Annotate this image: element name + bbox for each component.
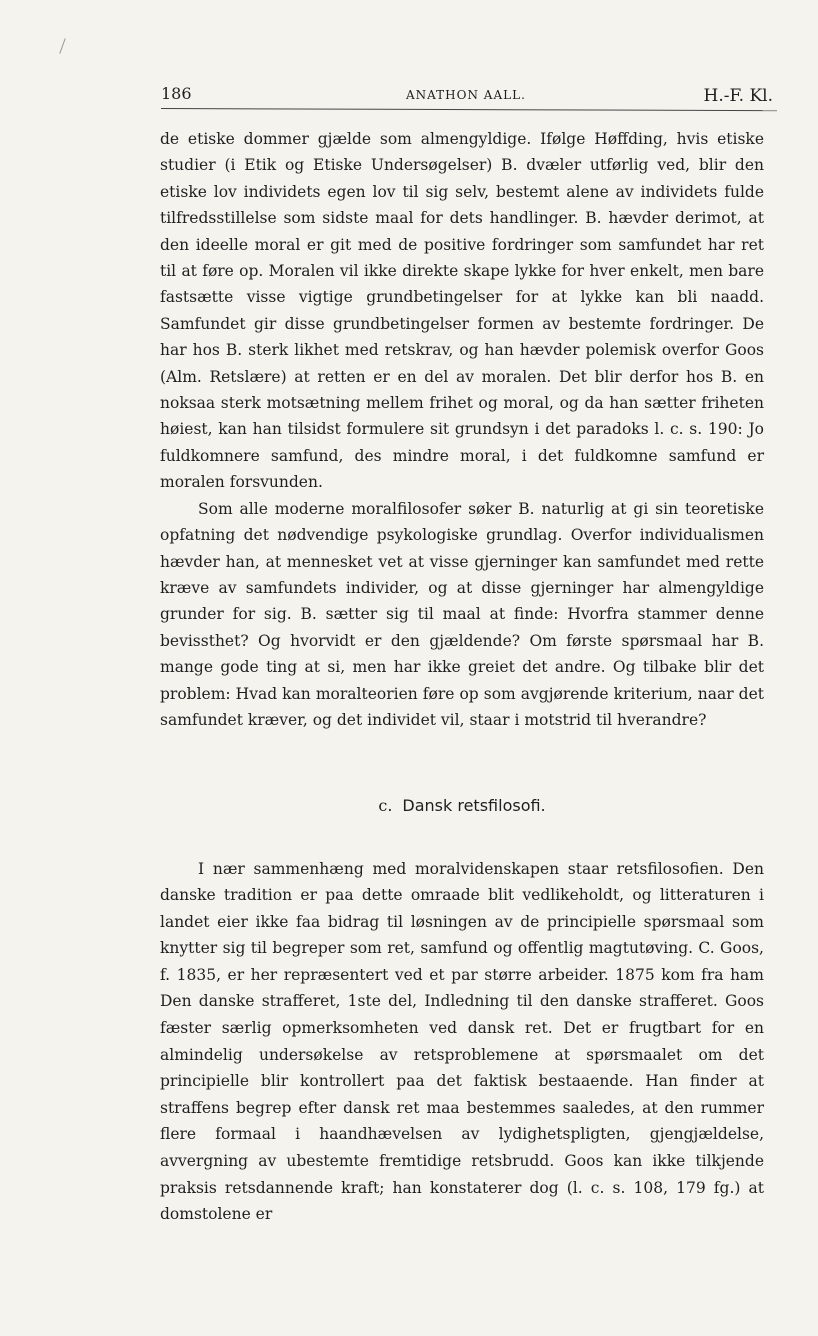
main-text [160,126,764,733]
section-letter: c. [378,796,393,815]
paragraph: I nær sammenhæng med moralvidenskapen staar retsfilosofien. Den danske tradition er paa dette omraade blit vedlikeholdt, og litteraturen i landet eier ikke faa bidrag til løsningen av de principielle spørsmaal som knytter sig til begreper som ret, samfund og offentlig magtutøving. C. Goos, f. 1835, er her repræsentert ved et par større arbeider. 1875 kom fra ham Den danske strafferet, 1ste del, Indledning til den danske strafferet. Goos fæster særlig opmerksomheten ved dansk ret. Det er frugtbart for en almindelig undersøkelse av retsproblemene at spørsmaalet om det principielle blir kontrollert paa det faktisk bestaaende. Han finder at straffens begrep efter dansk ret maa bestemmes saaledes, at den rummer flere formaal i haandhævelsen av lydighetspligten, gjengjældelse, avvergning av ubestemte fremtidige retsbrudd. Goos kan ikke tilkjende praksis retsdannende kraft; han konstaterer dog (l. c. s. 108, 179 fg.) at domstolene er [160,859,764,1224]
page-number: 186 [161,84,192,103]
paragraph-continued: de etiske dommer gjælde som almengyldige. Ifølge Høffding, hvis etiske studier (i Etik og Etiske Undersøgelser) B. dvæler utførlig ved, blir den etiske lov individets egen lov til sig selv, bestemt alene av individets fulde tilfredsstillelse som sidste maal for dets handlinger. B. hævder derimot, at den ideelle moral er git med de positive fordringer som samfundet har ret til at føre op. Moralen vil ikke direkte skape lykke for hver enkelt, men bare fastsætte visse vigtige grundbetingelser for at lykke kan bli naadd. Samfundet gir disse grundbetingelser formen av bestemte fordringer. De har hos B. sterk likhet med retskrav, og han hævder polemisk overfor Goos (Alm. Retslære) at retten er en del av moralen. Det blir derfor hos B. en noksaa sterk motsætning mellem frihet og moral, og da han sætter friheten høiest, kan han tilsidst formulere sit grundsyn i det paradoks l. c. s. 190: Jo fuldkomnere samfund, des mindre moral, i det fuldkomne samfund er moralen forsvunden. [160,130,764,492]
series-label: H.-F. Kl. [703,86,773,106]
paragraph: Som alle moderne moralfilosofer søker B. naturlig at gi sin teoretiske opfatning det nødvendige psykologiske grundlag. Overfor individualismen hævder han, at mennesket vet at visse gjerninger kan samfundet med rette kræve av samfundets individer, og at disse gjerninger har almengyldige grunder for sig. B. sætter sig til maal at finde: Hvorfra stammer denne bevissthet? Og hvorvidt er den gjældende? Om første spørsmaal har B. mange gode ting at si, men har ikke greiet det andre. Og tilbake blir det problem: Hvad kan moralteorien føre op som avgjørende kriterium, naar det samfundet kræver, og det individet vil, staar i motstrid til hverandre? [160,499,764,729]
section-heading [160,796,764,815]
section-title: Dansk retsfilosofi. [402,796,546,815]
section-text [160,840,764,1243]
pencil-mark [59,38,65,53]
running-author: ANATHON AALL. [406,88,526,102]
